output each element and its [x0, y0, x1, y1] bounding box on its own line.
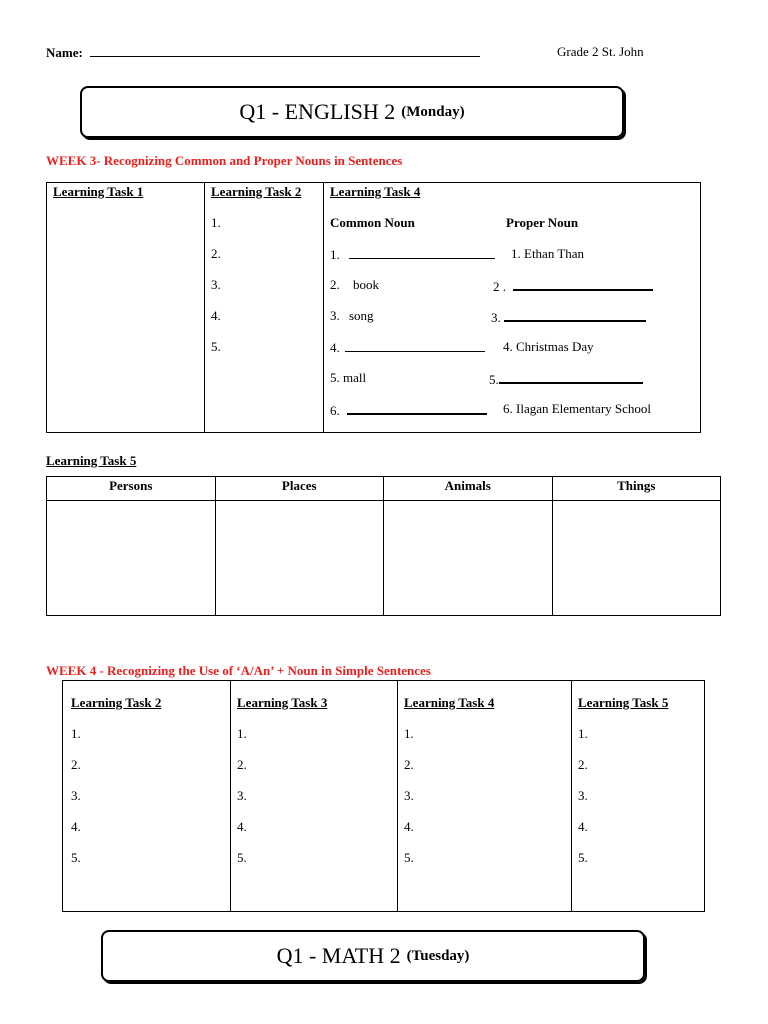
task5-col-header: Places	[215, 477, 384, 501]
week3-heading: WEEK 3- Recognizing Common and Proper Nouns in Sentences	[46, 153, 403, 168]
proper-entry	[493, 277, 653, 295]
grade-label: Grade 2 St. John	[557, 44, 644, 59]
week3-table	[46, 182, 701, 433]
week4-item[interactable]: 3.	[237, 788, 247, 803]
common-text: book	[353, 277, 379, 292]
week4-item[interactable]: 3.	[578, 788, 588, 803]
week4-item[interactable]: 1.	[404, 726, 414, 741]
task1-cell[interactable]	[47, 183, 205, 433]
task5-table	[46, 476, 721, 616]
common-num: 3.	[330, 308, 340, 323]
english-day: (Monday)	[401, 103, 465, 120]
task5-cell-things[interactable]	[552, 501, 721, 616]
week4-item[interactable]: 3.	[71, 788, 81, 803]
week4-item[interactable]: 2.	[237, 757, 247, 772]
proper-num: 5.	[489, 372, 499, 387]
common-text: song	[349, 308, 374, 323]
common-text: mall	[343, 370, 367, 385]
proper-num: 3.	[491, 310, 501, 325]
proper-blank[interactable]	[499, 370, 643, 384]
task4-label: Learning Task 4	[330, 184, 421, 199]
common-blank[interactable]	[349, 246, 495, 259]
week4-item[interactable]: 2.	[404, 757, 414, 772]
week4-item[interactable]: 4.	[71, 819, 81, 834]
week4-item[interactable]: 4.	[578, 819, 588, 834]
task4-row	[330, 370, 700, 401]
task5-label: Learning Task 5	[46, 453, 137, 468]
task2-item[interactable]: 3.	[211, 277, 221, 292]
task5-col-header: Persons	[47, 477, 216, 501]
common-num: 2.	[330, 277, 340, 292]
week4-item[interactable]: 3.	[404, 788, 414, 803]
task5-cell-persons[interactable]	[47, 501, 216, 616]
common-num: 1.	[330, 247, 340, 262]
proper-num: 6.	[503, 401, 513, 416]
math-day: (Tuesday)	[406, 947, 470, 964]
week4-item[interactable]: 1.	[71, 726, 81, 741]
proper-num: 4.	[503, 339, 513, 354]
task4-row	[330, 308, 700, 339]
common-num: 5.	[330, 370, 340, 385]
common-num: 6.	[330, 403, 340, 418]
task2-item[interactable]: 2.	[211, 246, 221, 261]
week4-col	[231, 681, 398, 912]
task1-label: Learning Task 1	[53, 184, 144, 199]
task5-col-header: Animals	[384, 477, 553, 501]
proper-entry	[503, 339, 594, 355]
task4-headers	[330, 215, 700, 246]
math-title: Q1 - MATH 2	[276, 943, 401, 968]
week4-item[interactable]: 5.	[578, 850, 588, 865]
week4-item[interactable]: 1.	[578, 726, 588, 741]
week4-item[interactable]: 5.	[404, 850, 414, 865]
task4-row	[330, 339, 700, 370]
task5-cell-places[interactable]	[215, 501, 384, 616]
task2-item[interactable]: 5.	[211, 339, 221, 354]
week4-col	[63, 681, 231, 912]
proper-noun-header: Proper Noun	[506, 215, 579, 230]
week4-item[interactable]: 1.	[237, 726, 247, 741]
week4-col	[398, 681, 572, 912]
task2-list	[211, 215, 323, 370]
week4-item[interactable]: 2.	[71, 757, 81, 772]
common-num: 4.	[330, 340, 340, 355]
common-blank[interactable]	[347, 401, 487, 415]
week4-heading: WEEK 4 - Recognizing the Use of ‘A/An’ + Noun in Simple Sentences	[46, 663, 431, 678]
week4-item[interactable]: 4.	[404, 819, 414, 834]
task5-cell-animals[interactable]	[384, 501, 553, 616]
common-blank[interactable]	[345, 339, 485, 352]
week4-item[interactable]: 4.	[237, 819, 247, 834]
task4-row	[330, 401, 700, 432]
name-blank[interactable]	[90, 44, 480, 57]
week4-col-header: Learning Task 2	[71, 695, 162, 710]
task4-row	[330, 277, 700, 308]
proper-num: 2 .	[493, 279, 506, 294]
name-row	[46, 44, 480, 61]
math-title-box	[101, 930, 645, 982]
task2-item[interactable]: 4.	[211, 308, 221, 323]
week4-col-header: Learning Task 4	[404, 695, 495, 710]
proper-text: Ethan Than	[524, 246, 585, 261]
proper-text: Ilagan Elementary School	[516, 401, 652, 416]
task2-item[interactable]: 1.	[211, 215, 221, 230]
proper-entry	[503, 401, 651, 417]
task2-cell	[205, 183, 324, 433]
week4-col-header: Learning Task 3	[237, 695, 328, 710]
proper-entry	[491, 308, 646, 326]
task5-col-header: Things	[552, 477, 721, 501]
proper-num: 1.	[511, 246, 521, 261]
proper-text: Christmas Day	[516, 339, 594, 354]
proper-entry	[489, 370, 643, 388]
week4-col-header: Learning Task 5	[578, 695, 669, 710]
week4-item[interactable]: 2.	[578, 757, 588, 772]
week4-item[interactable]: 5.	[237, 850, 247, 865]
week4-col	[572, 681, 705, 912]
task4-cell	[324, 183, 701, 433]
common-noun-header: Common Noun	[330, 215, 415, 230]
proper-blank[interactable]	[504, 308, 646, 322]
task4-row	[330, 246, 700, 277]
proper-entry	[511, 246, 584, 262]
name-label: Name:	[46, 45, 83, 60]
english-title: Q1 - ENGLISH 2	[239, 99, 396, 124]
week4-item[interactable]: 5.	[71, 850, 81, 865]
proper-blank[interactable]	[513, 277, 653, 291]
task2-label: Learning Task 2	[211, 184, 302, 199]
week4-table	[62, 680, 705, 912]
english-title-box	[80, 86, 624, 138]
